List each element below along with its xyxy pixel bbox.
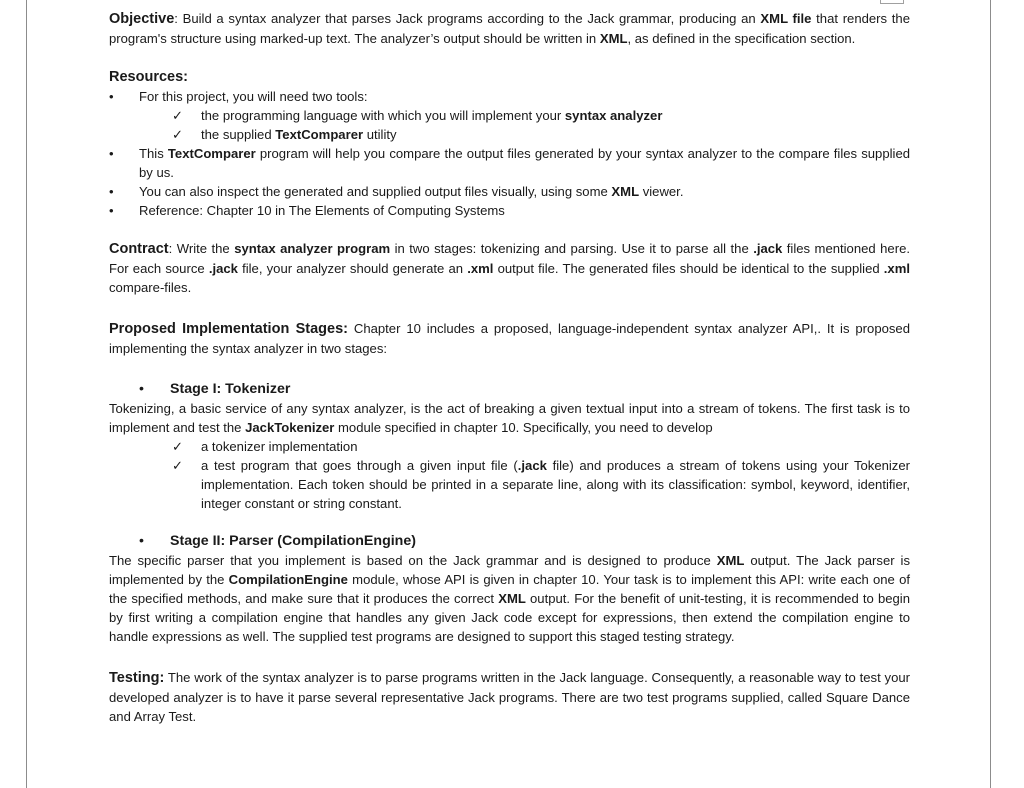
stage1-paragraph: Tokenizing, a basic service of any syntax analyzer, is the act of breaking a given textual input into a stream of tokens. The first task is to implement and test the JackTokenizer module specified in chapter 10. Specifically, you need to develop	[109, 401, 910, 435]
bullet-icon: •	[109, 184, 114, 199]
stage1-task-test-program: ✓ a test program that goes through a given input file (.jack file) and produces a stream of tokens using your Tokenizer implementation. Each token should be printed in a separate line, along with its classification: symbol, keyword, identifier, integer constant or string constant.	[172, 458, 910, 511]
check-icon: ✓	[172, 439, 183, 454]
resources-item-reference: • Reference: Chapter 10 in The Elements of Computing Systems	[109, 203, 505, 218]
resources-heading: Resources:	[109, 69, 188, 85]
stage1-heading: • Stage I: Tokenizer	[139, 381, 291, 397]
objective-heading: Objective	[109, 11, 175, 27]
resources-item-textcomparer: • This TextComparer program will help you compare the output files generated by your syntax analyzer to the compare files supplied by us.	[109, 146, 911, 180]
proposed-stages-heading: Proposed Implementation Stages:	[109, 321, 348, 337]
bullet-icon: •	[139, 381, 144, 397]
resources-item-xml-viewer: • You can also inspect the generated and supplied output files visually, using some XML viewer.	[109, 184, 684, 199]
page-corner-mark	[880, 0, 904, 4]
resources-tool-language: ✓ the programming language with which you will implement your syntax analyzer	[172, 108, 663, 123]
proposed-stages-paragraph: Proposed Implementation Stages: Chapter 10 includes a proposed, language-independent syntax analyzer API,. It is proposed implementing the syntax analyzer in two stages:	[109, 321, 910, 356]
objective-paragraph: Objective: Build a syntax analyzer that parses Jack programs according to the Jack grammar, producing an XML file that renders the program's structure using marked-up text. The analyzer’s output should be written in XML, as defined in the specification section.	[109, 11, 910, 46]
bullet-icon: •	[109, 89, 114, 104]
stage2-paragraph: The specific parser that you implement is based on the Jack grammar and is designed to produce XML output. The Jack parser is implemented by the CompilationEngine module, whose API is given in chapter 10. Your task is to implement this API: write each one of the specified methods, and make sure that it produces the correct XML output. For the benefit of unit-testing, it is recommended to begin by first writing a compilation engine that handles any given Jack code except for expressions, then extend the compilation engine to handle expressions as well. The supplied test programs are designed to support this staged testing strategy.	[109, 553, 910, 644]
check-icon: ✓	[172, 127, 183, 142]
testing-paragraph: Testing: The work of the syntax analyzer is to parse programs written in the Jack language. Consequently, a reasonable way to test your developed analyzer is to have it parse several representative Jack programs. There are two test programs supplied, called Square Dance and Array Test.	[109, 670, 910, 724]
resources-item-tools: • For this project, you will need two tools:	[109, 89, 368, 104]
stage1-task-tokenizer: ✓ a tokenizer implementation	[172, 439, 358, 454]
bullet-icon: •	[109, 203, 114, 218]
check-icon: ✓	[172, 108, 183, 123]
contract-heading: Contract	[109, 241, 169, 257]
check-icon: ✓	[172, 458, 183, 473]
document-body	[109, 9, 910, 726]
bullet-icon: •	[109, 146, 114, 161]
bullet-icon: •	[139, 533, 144, 549]
contract-paragraph: Contract: Write the syntax analyzer program in two stages: tokenizing and parsing. Use it to parse all the .jack files mentioned here. For each source .jack file, your analyzer should generate an .xml output file. The generated files should be identical to the supplied .xml compare-files.	[109, 241, 910, 295]
stage2-heading: • Stage II: Parser (CompilationEngine)	[139, 533, 416, 549]
resources-tool-textcomparer: ✓ the supplied TextComparer utility	[172, 127, 397, 142]
testing-heading: Testing:	[109, 670, 165, 686]
